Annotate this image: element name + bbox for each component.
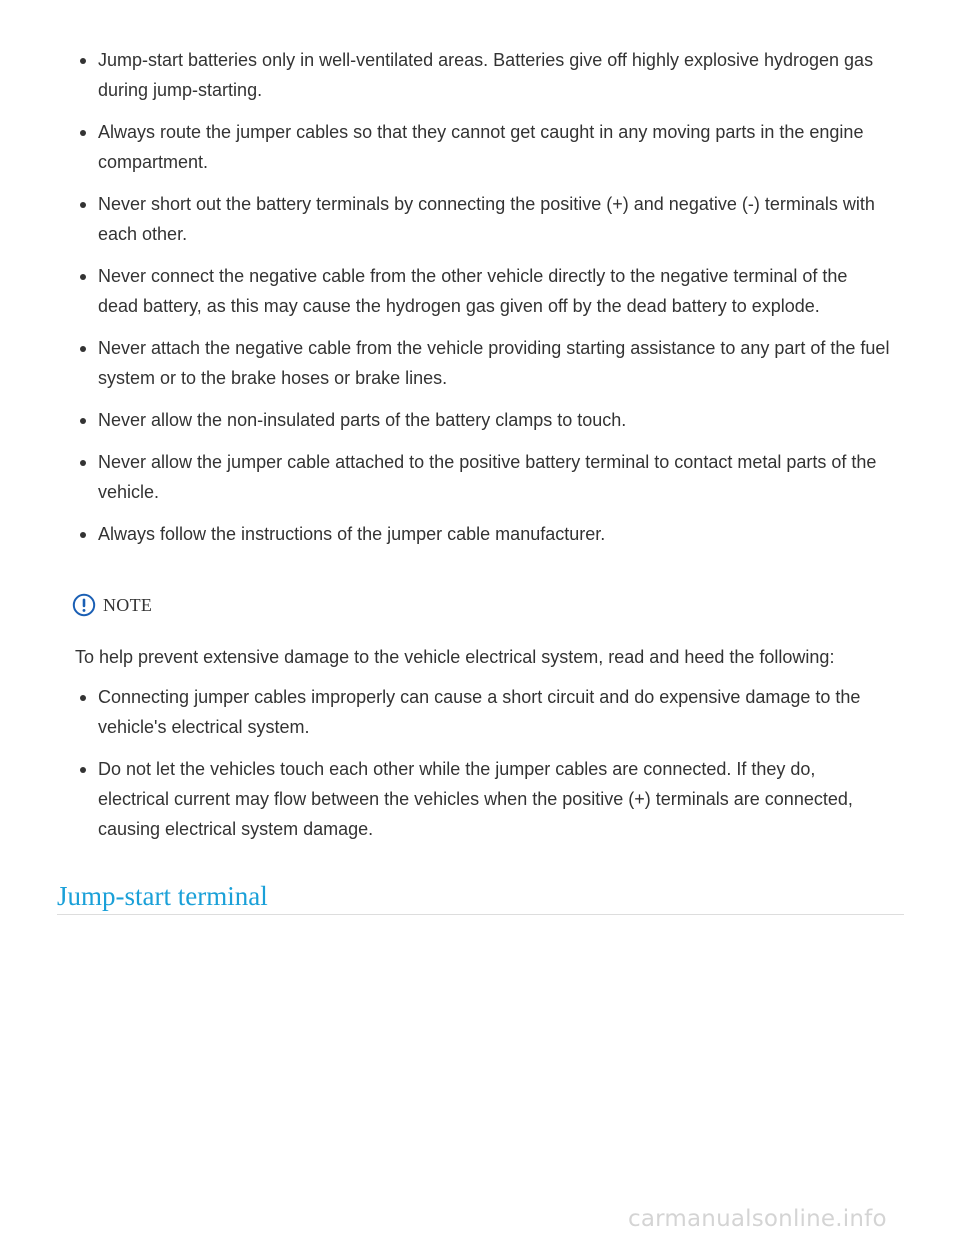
list-item: Always route the jumper cables so that they cannot get caught in any moving parts in the engine compartment. bbox=[0, 117, 960, 177]
note-bullet-list bbox=[0, 682, 960, 856]
section-heading: Jump-start terminal bbox=[57, 881, 268, 911]
exclamation-circle-icon bbox=[72, 593, 96, 617]
list-item: Jump-start batteries only in well-ventilated areas. Batteries give off highly explosive hydrogen gas during jump-starting. bbox=[0, 45, 960, 105]
list-item: Never short out the battery terminals by connecting the positive (+) and negative (-) terminals with each other. bbox=[0, 189, 960, 249]
list-item: Never allow the non-insulated parts of the battery clamps to touch. bbox=[0, 405, 960, 435]
list-item: Never connect the negative cable from the other vehicle directly to the negative terminal of the dead battery, as this may cause the hydrogen gas given off by the dead battery to explode. bbox=[0, 261, 960, 321]
watermark: carmanualsonline.info bbox=[628, 1206, 887, 1232]
section-divider bbox=[57, 914, 904, 915]
list-item: Connecting jumper cables improperly can cause a short circuit and do expensive damage to the vehicle's electrical system. bbox=[0, 682, 960, 742]
note-header bbox=[72, 593, 152, 617]
list-item: Always follow the instructions of the jumper cable manufacturer. bbox=[0, 519, 960, 549]
note-intro-text: To help prevent extensive damage to the vehicle electrical system, read and heed the following: bbox=[75, 647, 835, 667]
note-label: NOTE bbox=[103, 595, 153, 615]
list-item: Never allow the jumper cable attached to the positive battery terminal to contact metal parts of the vehicle. bbox=[0, 447, 960, 507]
warning-bullet-list bbox=[0, 45, 960, 561]
list-item: Never attach the negative cable from the vehicle providing starting assistance to any part of the fuel system or to the brake hoses or brake lines. bbox=[0, 333, 960, 393]
list-item: Do not let the vehicles touch each other while the jumper cables are connected. If they do, electrical current may flow between the vehicles when the positive (+) terminals are connected, causing electrical system damage. bbox=[0, 754, 960, 844]
